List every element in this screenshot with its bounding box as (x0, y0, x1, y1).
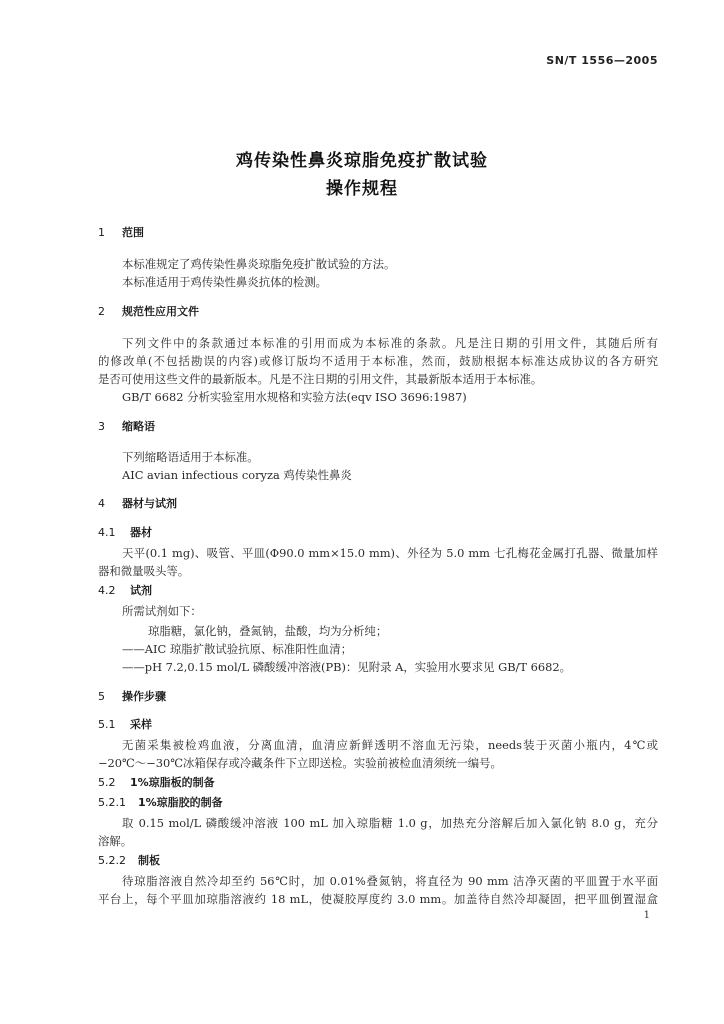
paragraph-line: 的修改单(不包括勘误的内容)或修订版均不适用于本标准，然而，鼓励根据本标准达成协议的各方研究 (98, 354, 658, 368)
section-heading-apparatus-reagents (98, 497, 177, 511)
paragraph-line: 无菌采集被检鸡血液，分离血清，血清应新鲜透明不溶血无污染，needs装于灭菌小瓶内，4℃或 (122, 738, 658, 752)
subsection-title: 1%琼脂板的制备 (130, 776, 215, 789)
subsection-heading-sampling (98, 718, 152, 732)
paragraph-line: 待琼脂溶液自然冷却至约 56℃时，加 0.01%叠氮钠，将直径为 90 mm 洁净灭菌的平皿置于水平面 (122, 874, 658, 888)
section-title: 范围 (122, 226, 144, 239)
page-number: 1 (643, 910, 650, 921)
section-number: 2 (98, 305, 105, 318)
subsection-heading-agar-gel (98, 796, 223, 810)
list-item: ——pH 7.2,0.15 mol/L 磷酸缓冲溶液(PB)：见附录 A，实验用水要求见 GB/T 6682。 (122, 660, 571, 674)
section-heading-procedure (98, 690, 166, 704)
paragraph: 本标准适用于鸡传染性鼻炎抗体的检测。 (122, 275, 328, 289)
subsection-heading-apparatus (98, 526, 152, 540)
subsection-number: 4.2 (98, 584, 116, 597)
section-title: 规范性应用文件 (122, 305, 199, 318)
section-number: 5 (98, 690, 105, 703)
section-number: 3 (98, 420, 105, 433)
paragraph-line: 下列文件中的条款通过本标准的引用而成为本标准的条款。凡是注日期的引用文件，其随后所有 (122, 336, 658, 350)
document-subtitle: 操作规程 (326, 179, 398, 199)
section-number: 4 (98, 497, 105, 510)
subsection-number: 5.1 (98, 718, 116, 731)
paragraph-line: 平台上，每个平皿加琼脂溶液约 18 mL，使凝胶厚度约 3.0 mm。加盖待自然冷却凝固，把平皿倒置湿盒 (98, 892, 658, 906)
section-number: 1 (98, 226, 105, 239)
paragraph: 下列缩略语适用于本标准。 (122, 450, 259, 464)
list-item: 琼脂糖，氯化钠，叠氮钠，盐酸，均为分析纯； (148, 624, 388, 638)
paragraph-line: 取 0.15 mol/L 磷酸缓冲溶液 100 mL 加入琼脂糖 1.0 g，加热充分溶解后加入氯化钠 8.0 g，充分 (122, 816, 658, 830)
paragraph-line: 溶解。 (98, 834, 133, 848)
paragraph: 所需试剂如下： (122, 604, 202, 618)
paragraph-line: 器和微量吸头等。 (98, 564, 190, 578)
subsection-heading-plate-making (98, 854, 160, 868)
subsection-title: 制板 (138, 854, 160, 867)
section-title: 操作步骤 (122, 690, 166, 703)
section-heading-abbreviations (98, 420, 155, 434)
paragraph-line: −20℃～−30℃冰箱保存或冷藏条件下立即送检。实验前被检血清须统一编号。 (98, 756, 502, 770)
subsection-title: 采样 (130, 718, 152, 731)
section-title: 缩略语 (122, 420, 155, 433)
subsection-heading-agar-plate (98, 776, 215, 790)
section-heading-normative-references (98, 305, 199, 319)
subsection-number: 5.2 (98, 776, 116, 789)
subsection-title: 试剂 (130, 584, 152, 597)
section-heading-scope (98, 226, 144, 240)
paragraph: 本标准规定了鸡传染性鼻炎琼脂免疫扩散试验的方法。 (122, 257, 396, 271)
section-title: 器材与试剂 (122, 497, 177, 510)
subsection-number: 5.2.2 (98, 854, 126, 867)
paragraph-line: 天平(0.1 mg)、吸管、平皿(Φ90.0 mm×15.0 mm)、外径为 5.0 mm 七孔梅花金属打孔器、微量加样 (122, 546, 658, 560)
reference-entry: GB/T 6682 分析实验室用水规格和实验方法(eqv ISO 3696:1987) (122, 390, 467, 404)
subsection-title: 器材 (130, 526, 152, 539)
document-title: 鸡传染性鼻炎琼脂免疫扩散试验 (236, 151, 488, 171)
abbreviation-entry: AIC avian infectious coryza 鸡传染性鼻炎 (122, 468, 352, 482)
subsection-heading-reagents (98, 584, 152, 598)
subsection-number: 5.2.1 (98, 796, 126, 809)
subsection-title: 1%琼脂胶的制备 (138, 796, 223, 809)
subsection-number: 4.1 (98, 526, 116, 539)
paragraph-line: 是否可使用这些文件的最新版本。凡是不注日期的引用文件，其最新版本适用于本标准。 (98, 372, 543, 386)
standard-code: SN/T 1556—2005 (546, 54, 658, 67)
list-item: ——AIC 琼脂扩散试验抗原、标准阳性血清； (122, 642, 353, 656)
